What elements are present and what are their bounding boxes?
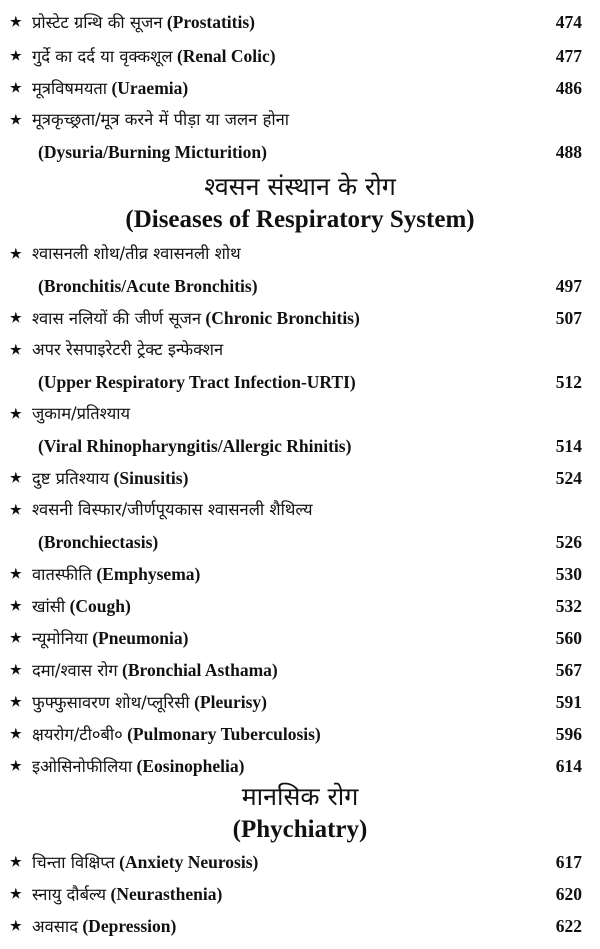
star-bullet-icon: ★ (10, 470, 22, 485)
star-bullet-icon: ★ (10, 694, 22, 709)
toc-entry (0, 910, 600, 942)
section-heading-english: (Phychiatry) (232, 816, 368, 843)
star-bullet-icon: ★ (10, 48, 22, 63)
star-bullet-icon: ★ (10, 886, 22, 901)
entry-page-number: 560 (555, 628, 582, 648)
entry-title: अवसाद (Depression) (32, 916, 177, 936)
toc-entry-english-line (0, 136, 600, 168)
star-bullet-icon: ★ (10, 918, 22, 933)
star-bullet-icon: ★ (10, 854, 22, 869)
toc-entry-hindi-line (0, 238, 600, 270)
entry-title: न्यूमोनिया (Pneumonia) (32, 628, 189, 648)
entry-page-number: 474 (555, 12, 582, 32)
entry-title: क्षयरोग/टी०बी० (Pulmonary Tuberculosis) (32, 724, 321, 744)
entry-page-number: 526 (555, 532, 582, 552)
entry-title-hindi: मूत्रकृच्छ्रता/मूत्र करने में पीड़ा या जलन होना (32, 110, 290, 129)
entry-title-hindi: अपर रेसपाइरेटरी ट्रेक्ट इन्फेक्शन (32, 340, 224, 359)
entry-page-number: 497 (555, 276, 582, 296)
toc-entry-english-line (0, 430, 600, 462)
entry-page-number: 591 (555, 692, 582, 712)
entry-page-number: 530 (555, 564, 582, 584)
entry-page-number: 596 (555, 724, 582, 744)
star-bullet-icon: ★ (10, 80, 22, 95)
section-heading-hindi: मानसिक रोग (241, 782, 359, 811)
entry-page-number: 486 (555, 78, 582, 98)
entry-page-number: 567 (555, 660, 582, 680)
entry-page-number: 488 (555, 142, 582, 162)
star-bullet-icon: ★ (10, 758, 22, 773)
entry-title-english: (Viral Rhinopharyngitis/Allergic Rhinitis) (38, 436, 352, 456)
entry-title: वातस्फीति (Emphysema) (32, 564, 201, 584)
entry-title: गुर्दे का दर्द या वृक्कशूल (Renal Colic) (32, 46, 276, 66)
entry-page-number: 620 (555, 884, 582, 904)
star-bullet-icon: ★ (10, 726, 22, 741)
entry-title: मूत्रविषमयता (Uraemia) (32, 78, 189, 98)
entry-page-number: 524 (555, 468, 582, 488)
toc-entry (0, 878, 600, 910)
toc-entry (0, 40, 600, 72)
entry-title-hindi: श्वासनली शोथ/तीव्र श्वासनली शोथ (32, 244, 241, 263)
toc-entry (0, 718, 600, 750)
toc-entry (0, 462, 600, 494)
star-bullet-icon: ★ (10, 342, 22, 357)
star-bullet-icon: ★ (10, 112, 22, 127)
star-bullet-icon: ★ (10, 406, 22, 421)
star-bullet-icon: ★ (10, 14, 22, 29)
star-bullet-icon: ★ (10, 246, 22, 261)
star-bullet-icon: ★ (10, 502, 22, 517)
entry-page-number: 617 (555, 852, 582, 872)
entry-title: दुष्ट प्रतिश्याय (Sinusitis) (32, 468, 189, 488)
entry-title: स्नायु दौर्बल्य (Neurasthenia) (32, 884, 223, 904)
toc-entry-hindi-line (0, 334, 600, 366)
toc-entry-hindi-line (0, 398, 600, 430)
entry-page-number: 622 (555, 916, 582, 936)
toc-entry (0, 686, 600, 718)
entry-page-number: 477 (555, 46, 582, 66)
toc-entry-english-line (0, 526, 600, 558)
entry-page-number: 514 (555, 436, 582, 456)
star-bullet-icon: ★ (10, 598, 22, 613)
toc-entry-english-line (0, 366, 600, 398)
toc-entry (0, 622, 600, 654)
toc-entry (0, 750, 600, 782)
entry-page-number: 532 (555, 596, 582, 616)
entry-title: चिन्ता विक्षिप्त (Anxiety Neurosis) (32, 852, 259, 872)
entry-page-number: 507 (555, 308, 582, 328)
toc-entry (0, 654, 600, 686)
toc-entry-hindi-line (0, 104, 600, 136)
toc-entry-hindi-line (0, 494, 600, 526)
entry-title-english: (Bronchiectasis) (38, 532, 159, 552)
toc-entry-english-line (0, 270, 600, 302)
entry-title: दमा/श्वास रोग (Bronchial Asthama) (32, 660, 278, 680)
toc-entry (0, 6, 600, 38)
entry-title: श्वास नलियों की जीर्ण सूजन (Chronic Bronchitis) (32, 308, 360, 328)
star-bullet-icon: ★ (10, 310, 22, 325)
entry-title-english: (Bronchitis/Acute Bronchitis) (38, 276, 258, 296)
entry-title-hindi: श्वसनी विस्फार/जीर्णपूयकास श्वासनली शैथिल्य (32, 500, 313, 519)
toc-entry (0, 846, 600, 878)
entry-title-hindi: जुकाम/प्रतिश्याय (32, 404, 131, 423)
section-heading-hindi: श्वसन संस्थान के रोग (204, 172, 396, 201)
toc-entry (0, 590, 600, 622)
entry-title: इओसिनोफीलिया (Eosinophelia) (32, 756, 245, 776)
entry-title: फुफ्फुसावरण शोथ/प्लूरिसी (Pleurisy) (32, 692, 267, 712)
star-bullet-icon: ★ (10, 662, 22, 677)
entry-title: खांसी (Cough) (32, 596, 131, 616)
toc-entry (0, 302, 600, 334)
toc-entry (0, 558, 600, 590)
star-bullet-icon: ★ (10, 566, 22, 581)
entry-title-english: (Dysuria/Burning Micturition) (38, 142, 267, 162)
entry-title: प्रोस्टेट ग्रन्थि की सूजन (Prostatitis) (32, 12, 255, 32)
entry-page-number: 614 (555, 756, 582, 776)
section-heading-english: (Diseases of Respiratory System) (125, 206, 475, 233)
entry-title-english: (Upper Respiratory Tract Infection-URTI) (38, 372, 356, 392)
star-bullet-icon: ★ (10, 630, 22, 645)
entry-page-number: 512 (555, 372, 582, 392)
toc-entry (0, 72, 600, 104)
